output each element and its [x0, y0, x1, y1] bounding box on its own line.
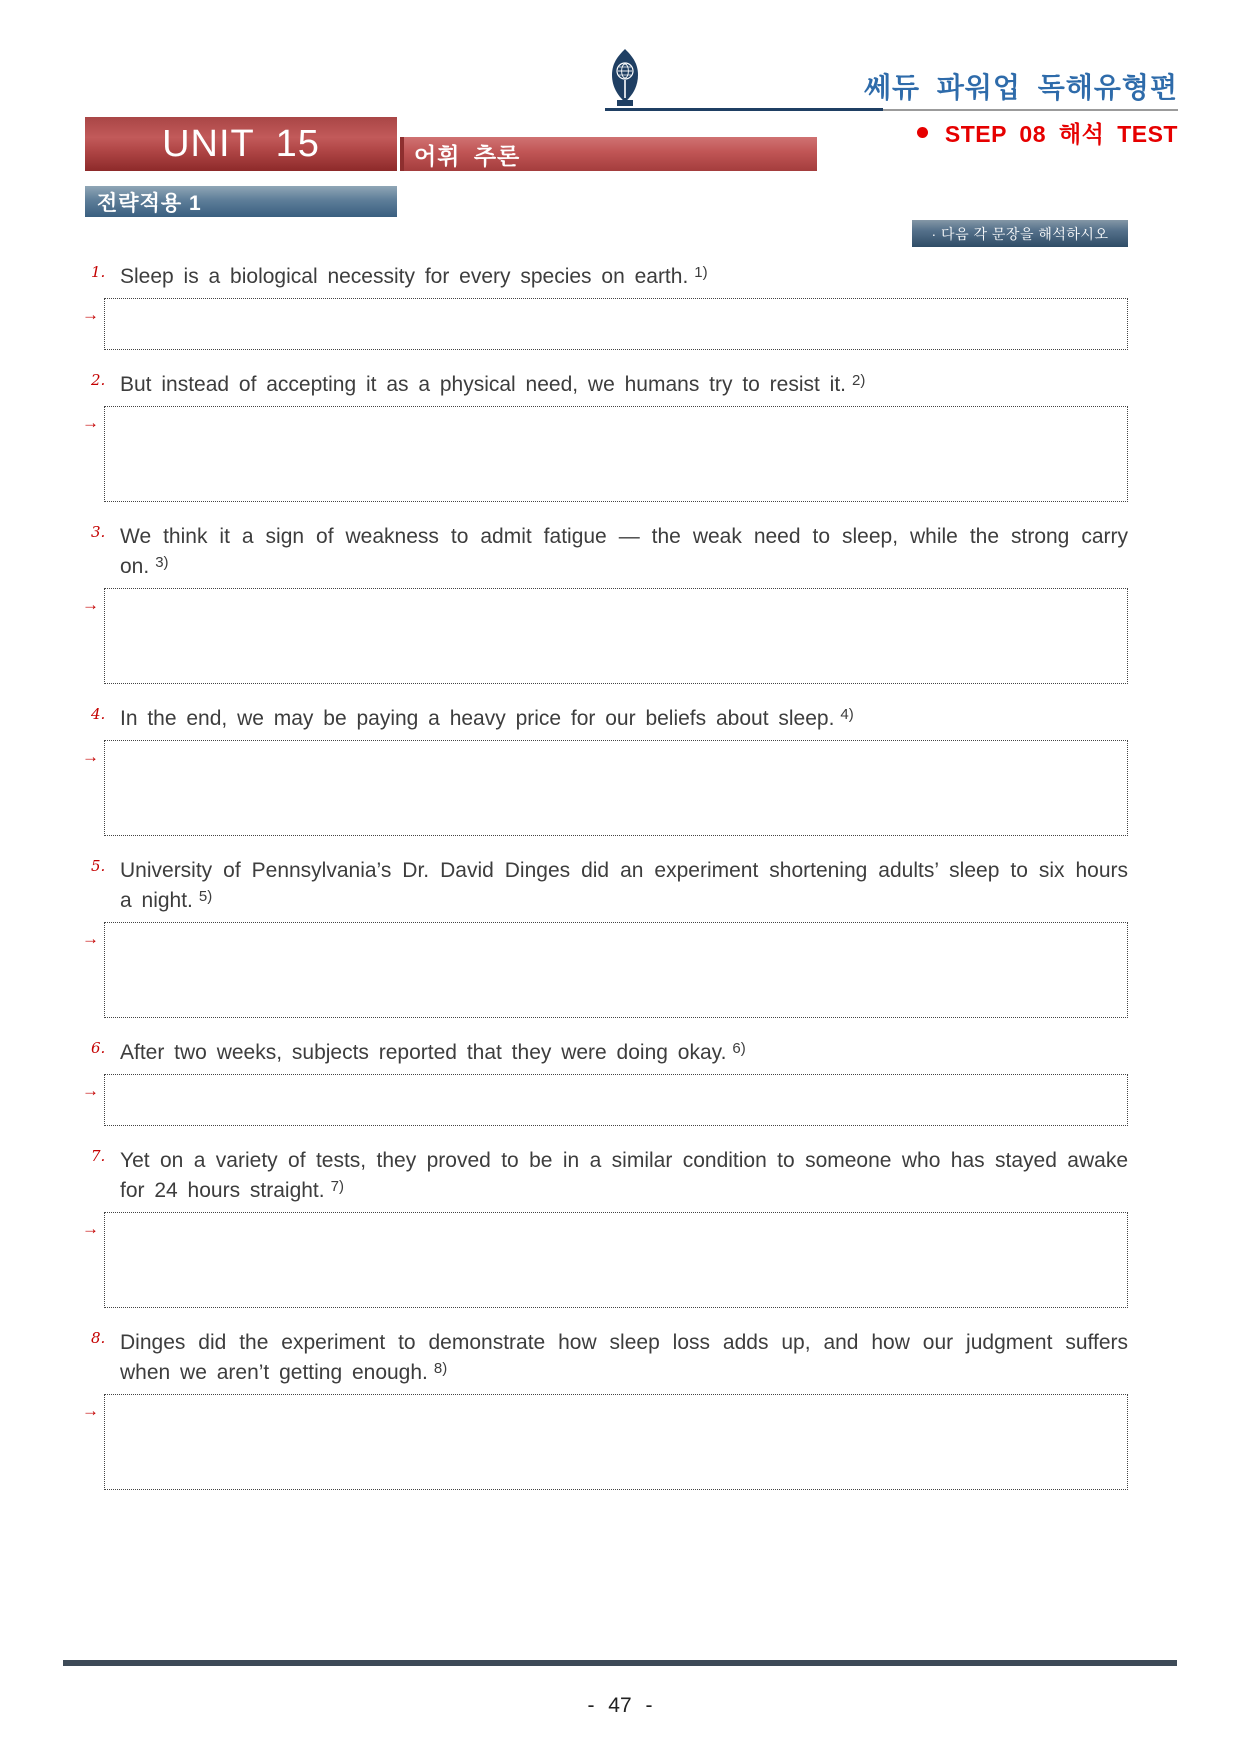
- arrow-icon: →: [82, 1219, 99, 1238]
- arrow-icon: →: [82, 1401, 99, 1420]
- pen-nib-globe-icon: [604, 48, 646, 113]
- page-number: - 47 -: [587, 1694, 653, 1717]
- sentence-item: [82, 704, 1128, 836]
- footnote-marker: 5): [198, 888, 213, 905]
- sentence-number: 6.: [91, 1039, 106, 1057]
- answer-box[interactable]: [82, 1212, 1128, 1308]
- sentence-list: [82, 262, 1128, 1510]
- book-title: 쎄듀 파워업 독해유형편: [863, 72, 1178, 103]
- sentence-text: Dinges did the experiment to demonstrate how sleep loss adds up, and how our judgment suffers when we aren’t getting enough. $^{8)}$: [120, 1331, 1128, 1384]
- answer-box[interactable]: [82, 406, 1128, 502]
- sentence-item: [82, 262, 1128, 350]
- sentence-item: [82, 522, 1128, 684]
- unit-subtitle: 어휘 추론: [414, 142, 521, 169]
- arrow-icon: →: [82, 305, 99, 324]
- sentence-text: In the end, we may be paying a heavy price for our beliefs about sleep. $^{4)}$: [120, 706, 854, 730]
- sentence-text: Yet on a variety of tests, they proved to be in a similar condition to someone who has stayed awake for 24 hours straight. $^{7)}$: [120, 1149, 1128, 1202]
- sentence-item: [82, 370, 1128, 502]
- unit-subtitle-banner: [400, 137, 817, 171]
- answer-box[interactable]: [82, 298, 1128, 350]
- step-indicator: [917, 116, 1178, 149]
- arrow-icon: →: [82, 747, 99, 766]
- sentence-item: [82, 1146, 1128, 1308]
- answer-box[interactable]: [82, 588, 1128, 684]
- footnote-marker: 4): [840, 706, 854, 723]
- answer-box[interactable]: [82, 1394, 1128, 1490]
- header-rule-gray: [883, 109, 1178, 111]
- sentence-number: 1.: [91, 263, 106, 281]
- unit-banner: [85, 117, 397, 171]
- footnote-marker: 6): [732, 1040, 746, 1057]
- sentence-text: University of Pennsylvania’s Dr. David Dinges did an experiment shortening adults’ sleep to six hours a night. $^{5)}$: [120, 859, 1128, 912]
- bullet-icon: [917, 127, 928, 138]
- instruction-text: · 다음 각 문장을 해석하시오: [931, 225, 1109, 242]
- sentence-number: 4.: [91, 705, 106, 723]
- sentence-text: After two weeks, subjects reported that they were doing okay. $^{6)}$: [120, 1040, 746, 1064]
- arrow-icon: →: [82, 929, 99, 948]
- footnote-marker: 2): [852, 372, 866, 389]
- sentence-number: 8.: [91, 1329, 106, 1347]
- arrow-icon: →: [82, 413, 99, 432]
- strategy-label: 전략적용 1: [97, 191, 202, 215]
- header-rule-navy: [605, 108, 883, 111]
- sentence-text: But instead of accepting it as a physical need, we humans try to resist it. $^{2)}$: [120, 372, 866, 396]
- sentence-number: 2.: [91, 371, 106, 389]
- answer-box[interactable]: [82, 1074, 1128, 1126]
- step-label: STEP 08 해석 TEST: [944, 121, 1178, 147]
- answer-box[interactable]: [82, 740, 1128, 836]
- sentence-item: [82, 856, 1128, 1018]
- footnote-marker: 1): [694, 264, 708, 281]
- arrow-icon: →: [82, 595, 99, 614]
- footnote-marker: 8): [433, 1360, 448, 1377]
- strategy-section-bar: [85, 186, 397, 217]
- footnote-marker: 3): [155, 554, 169, 571]
- sentence-number: 7.: [91, 1147, 106, 1165]
- arrow-icon: →: [82, 1081, 99, 1100]
- footnote-marker: 7): [330, 1178, 344, 1195]
- instruction-box: [912, 220, 1128, 247]
- sentence-number: 3.: [91, 523, 106, 541]
- footer-rule: [63, 1660, 1177, 1666]
- sentence-number: 5.: [91, 857, 106, 875]
- sentence-item: [82, 1328, 1128, 1490]
- sentence-item: [82, 1038, 1128, 1126]
- unit-label: UNIT 15: [162, 122, 320, 165]
- sentence-text: Sleep is a biological necessity for every species on earth. $^{1)}$: [120, 264, 708, 288]
- sentence-text: We think it a sign of weakness to admit fatigue — the weak need to sleep, while the strong carry on. $^{3)}$: [120, 525, 1128, 578]
- answer-box[interactable]: [82, 922, 1128, 1018]
